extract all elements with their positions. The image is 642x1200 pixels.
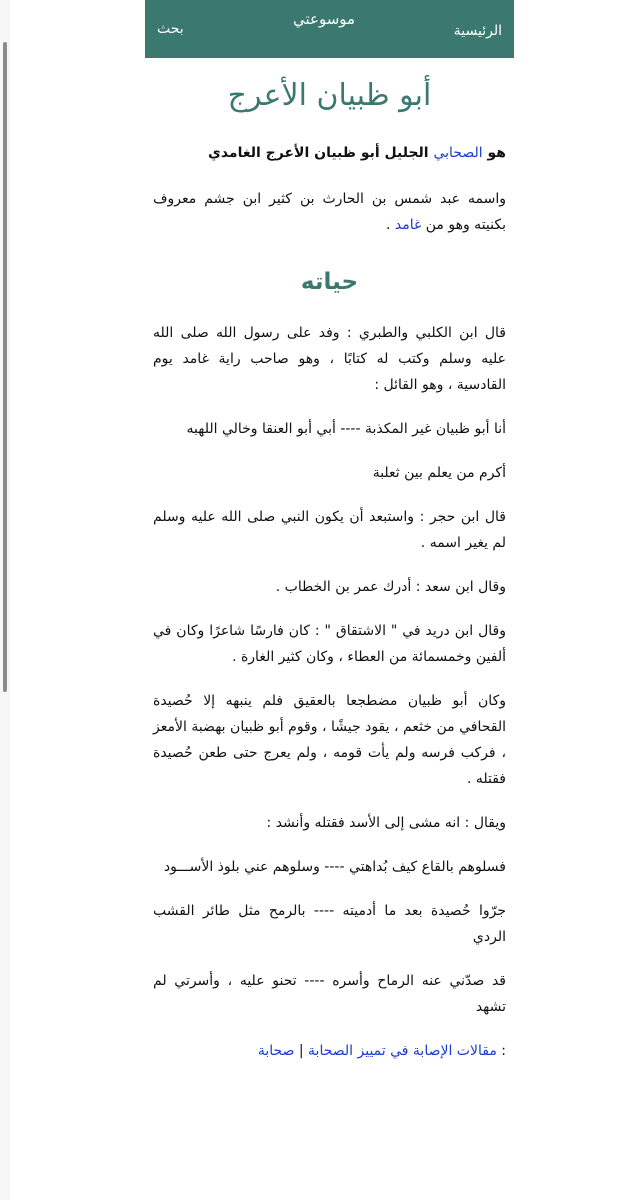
section-title-life: حياته bbox=[300, 269, 359, 295]
nav-search-link[interactable]: بحث bbox=[157, 21, 184, 37]
companions-category-link[interactable]: صحابة bbox=[257, 1043, 295, 1059]
name-end: . bbox=[385, 217, 395, 233]
paragraph: وقال ابن دريد في " الاشتقاق " : كان فارسًا شاعرًا وكان في ألفين وخمسمائة من العطاء ، وكان كثير الغارة . bbox=[153, 623, 506, 665]
footer-separator: | bbox=[298, 1043, 304, 1059]
poem-line: قد صدّني عنه الرماح وأسره ---- تحنو عليه ، وأسرتي لم تشهد bbox=[153, 973, 506, 1015]
intro-paragraph bbox=[153, 140, 506, 166]
intro-rest: الجليل أبو ظبيان الأعرج الغامدي bbox=[207, 145, 429, 161]
content-column bbox=[145, 0, 514, 1200]
nav-home-link[interactable]: الرئيسية bbox=[453, 23, 502, 39]
poem-line: أكرم من يعلم بين ثعلبة bbox=[372, 465, 506, 481]
poem-line: أنا أبو ظبيان غير المكذبة ---- أبي أبو العنقا وخالي اللهبه bbox=[186, 421, 506, 437]
poem-line: جرّوا حُصيدة بعد ما أدميته ---- بالرمح مثل طائر القشب الردي bbox=[153, 903, 506, 945]
name-paragraph bbox=[153, 186, 506, 238]
scrollbar-thumb[interactable] bbox=[3, 42, 7, 692]
paragraph: وقال ابن سعد : أدرك عمر بن الخطاب . bbox=[275, 579, 506, 595]
paragraph: وكان أبو ظبيان مضطجعا بالعقيق فلم ينبهه إلا حُصيدة القحافي من خثعم ، يقود جيشًا ، وقوم أبو ظبيان بهضبة الأمعز ، فركب فرسه ولم يأت قومه ، ولم يعرج حتى طعن حُصيدة فقتله . bbox=[153, 693, 506, 787]
companion-link[interactable]: الصحابي bbox=[433, 145, 483, 161]
paragraph: ويقال : انه مشى إلى الأسد فقتله وأنشد : bbox=[266, 815, 506, 831]
nav-my-encyclopedia-link[interactable]: موسوعتي bbox=[293, 10, 356, 28]
isaba-category-link[interactable]: مقالات الإصابة في تمييز الصحابة bbox=[308, 1043, 497, 1059]
top-navigation-bar bbox=[145, 0, 514, 58]
paragraph: قال ابن الكلبي والطبري : وفد على رسول الله صلى الله عليه وسلم وكتب له كتابًا ، وهو صاحب راية غامد يوم القادسية ، وهو القائل : bbox=[153, 325, 506, 393]
paragraph: قال ابن حجر : واستبعد أن يكون النبي صلى الله عليه وسلم لم يغير اسمه . bbox=[153, 509, 506, 551]
ghamid-link[interactable]: غامد bbox=[394, 217, 422, 233]
page-title: أبو ظبيان الأعرج bbox=[227, 78, 432, 113]
footer-prefix: : bbox=[501, 1043, 506, 1059]
name-text: واسمه عبد شمس بن الحارث بن كثير ابن جشم معروف بكنيته وهو من bbox=[153, 191, 506, 233]
left-scrollbar-track[interactable] bbox=[0, 0, 10, 1200]
article-content bbox=[145, 58, 514, 1064]
poem-line: فسلوهم بالقاع كيف بُداهتي ---- وسلوهم عني بلوذ الأســـود bbox=[163, 859, 506, 875]
category-footer bbox=[153, 1038, 506, 1064]
intro-prefix: هو bbox=[487, 145, 506, 161]
